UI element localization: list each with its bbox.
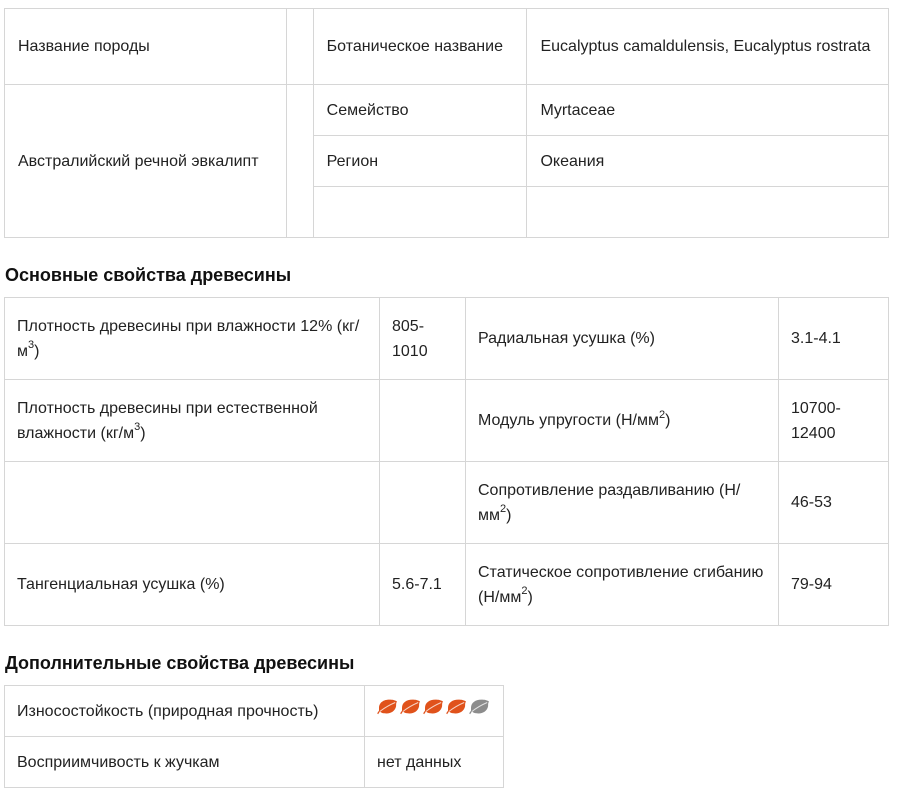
property-label: Модуль упругости $(Н/мм^2)$: [466, 380, 779, 462]
table-row: [5, 686, 504, 737]
leaf-icon: [400, 698, 422, 716]
table-row: [5, 298, 889, 380]
property-label: Плотность древесины при влажности 12% $(кг/м^3)$: [5, 298, 380, 380]
property-value: 10700-12400: [779, 380, 889, 462]
row-value: Myrtaceae: [527, 85, 889, 136]
durability-label: Износостойкость (природная прочность): [5, 686, 365, 737]
table-row: [5, 737, 504, 788]
property-label: Статическое сопротивление сгибанию $(Н/мм^2)$: [466, 544, 779, 626]
rating-leaves: [377, 698, 491, 716]
beetle-label: Восприимчивость к жучкам: [5, 737, 365, 788]
spacer-cell: [286, 85, 313, 238]
leaf-icon: [377, 698, 399, 716]
basic-info-table: [4, 8, 889, 238]
durability-rating: [365, 686, 504, 737]
row-label: Семейство: [313, 85, 527, 136]
leaf-icon: [446, 698, 468, 716]
table-row: [5, 380, 889, 462]
row-label: Ботаническое название: [313, 9, 527, 85]
row-label: [313, 187, 527, 238]
property-label: Плотность древесины при естественной влажности $(кг/м^3)$: [5, 380, 380, 462]
table-row: [5, 9, 889, 85]
table-row: [5, 85, 889, 136]
property-label: Сопротивление раздавливанию $(Н/мм^2)$: [466, 462, 779, 544]
main-properties-table: [4, 297, 889, 626]
leaf-icon: [469, 698, 491, 716]
row-value: Eucalyptus camaldulensis, Eucalyptus rostrata: [527, 9, 889, 85]
property-label: [5, 462, 380, 544]
property-label: Тангенциальная усушка (%): [5, 544, 380, 626]
property-label: Радиальная усушка (%): [466, 298, 779, 380]
property-value: 79-94: [779, 544, 889, 626]
section-title-extra: Дополнительные свойства древесины: [5, 653, 355, 673]
table-row: [5, 462, 889, 544]
row-value: [527, 187, 889, 238]
row-label: Регион: [313, 136, 527, 187]
property-value: 46-53: [779, 462, 889, 544]
section-title-main: Основные свойства древесины: [5, 265, 292, 285]
species-label: Название породы: [5, 9, 287, 85]
spacer-cell: [286, 9, 313, 85]
row-value: Океания: [527, 136, 889, 187]
table-row: [5, 544, 889, 626]
property-value: [380, 462, 466, 544]
leaf-icon: [423, 698, 445, 716]
beetle-value: нет данных: [365, 737, 504, 788]
extra-properties-table: [4, 685, 504, 788]
property-value: 805-1010: [380, 298, 466, 380]
property-value: 5.6-7.1: [380, 544, 466, 626]
species-value: Австралийский речной эвкалипт: [5, 85, 287, 238]
property-value: [380, 380, 466, 462]
property-value: 3.1-4.1: [779, 298, 889, 380]
